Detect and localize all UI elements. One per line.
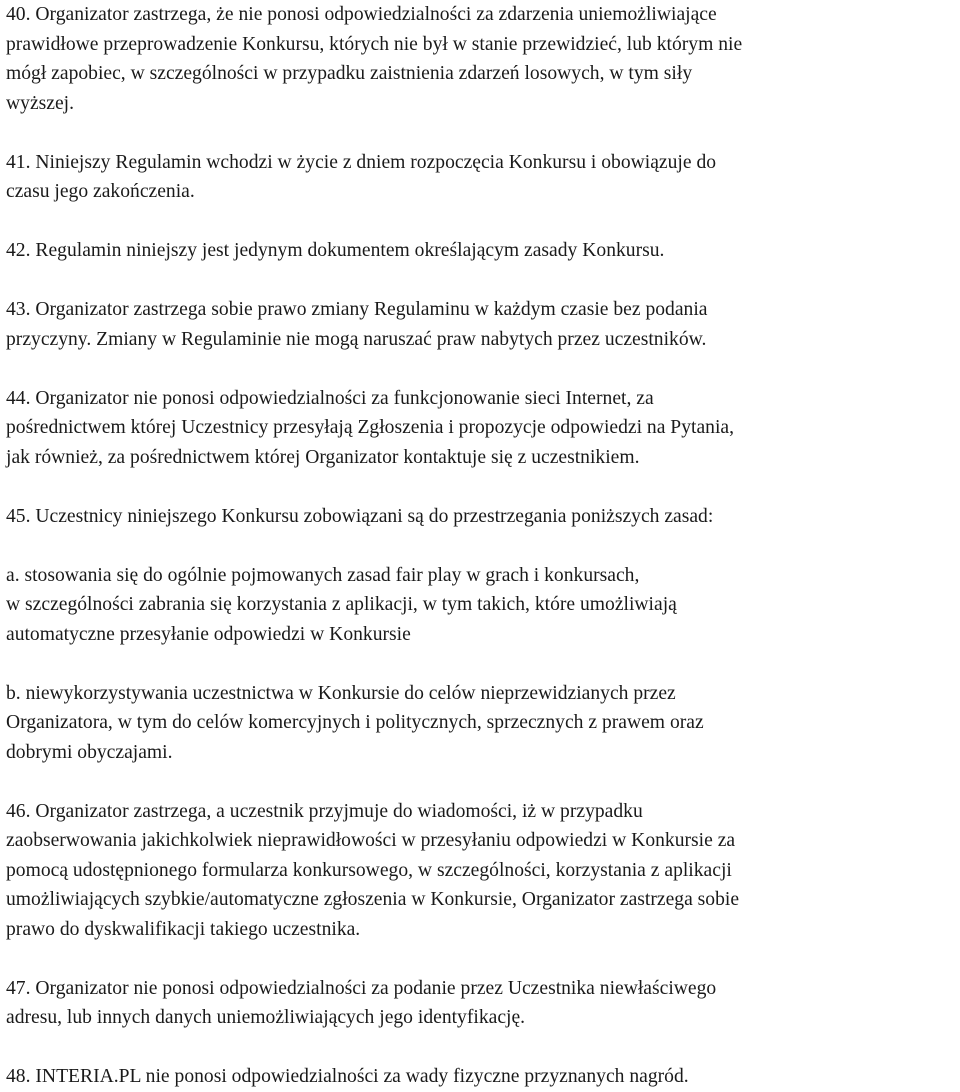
text-line: dobrymi obyczajami. xyxy=(6,741,173,763)
text-line: czasu jego zakończenia. xyxy=(6,181,195,202)
text-line: adresu, lub innych danych uniemożliwiających jego identyfikację. xyxy=(6,1007,526,1028)
paragraph-45 xyxy=(6,502,954,532)
paragraph-41 xyxy=(6,148,954,207)
text-line: zaobserwowania jakichkolwiek nieprawidłowości w przesyłaniu odpowiedzi w Konkursie za xyxy=(6,830,736,851)
text-line: 47. Organizator nie ponosi odpowiedzialności za podanie przez Uczestnika niewłaściwego xyxy=(6,977,717,999)
paragraph-44 xyxy=(6,384,954,473)
text-line: 43. Organizator zastrzega sobie prawo zmiany Regulaminu w każdym czasie bez podania xyxy=(6,299,708,320)
paragraph-48 xyxy=(6,1062,954,1092)
document-page xyxy=(6,0,954,1092)
text-line: pomocą udostępnionego formularza konkursowego, w szczególności, korzystania z aplikacji xyxy=(6,859,732,881)
text-line: 48. INTERIA.PL nie ponosi odpowiedzialności za wady fizyczne przyznanych nagród. xyxy=(6,1066,689,1087)
text-line: umożliwiających szybkie/automatyczne zgłoszenia w Konkursie, Organizator zastrzega sobie xyxy=(6,889,740,910)
paragraph-43 xyxy=(6,295,954,354)
paragraph-46 xyxy=(6,797,954,945)
text-line: Organizatora, w tym do celów komercyjnych i politycznych, sprzecznych z prawem oraz xyxy=(6,712,704,733)
text-line: w szczególności zabrania się korzystania z aplikacji, w tym takich, które umożliwiają xyxy=(6,594,677,615)
text-line: przyczyny. Zmiany w Regulaminie nie mogą naruszać praw nabytych przez uczestników. xyxy=(6,328,707,350)
text-line: wyższej. xyxy=(6,92,75,114)
text-line: 42. Regulamin niniejszy jest jedynym dokumentem określającym zasady Konkursu. xyxy=(6,240,665,261)
text-line: 46. Organizator zastrzega, a uczestnik przyjmuje do wiadomości, iż w przypadku xyxy=(6,800,643,822)
paragraph-45a xyxy=(6,561,954,650)
text-line: mógł zapobiec, w szczególności w przypadku zaistnienia zdarzeń losowych, w tym siły xyxy=(6,63,693,84)
text-line: jak również, za pośrednictwem której Organizator kontaktuje się z uczestnikiem. xyxy=(6,446,640,468)
text-line: pośrednictwem której Uczestnicy przesyłają Zgłoszenia i propozycje odpowiedzi na Pytania, xyxy=(6,417,734,438)
text-line: b. niewykorzystywania uczestnictwa w Konkursie do celów nieprzewidzianych przez xyxy=(6,682,676,704)
text-line: automatyczne przesyłanie odpowiedzi w Konkursie xyxy=(6,623,411,645)
paragraph-45b xyxy=(6,679,954,768)
text-line: 41. Niniejszy Regulamin wchodzi w życie z dniem rozpoczęcia Konkursu i obowiązuje do xyxy=(6,151,717,173)
text-line: prawidłowe przeprowadzenie Konkursu, których nie był w stanie przewidzieć, lub którym nie xyxy=(6,33,743,55)
paragraph-42 xyxy=(6,236,954,266)
text-line: a. stosowania się do ogólnie pojmowanych zasad fair play w grach i konkursach, xyxy=(6,564,640,586)
text-line: 45. Uczestnicy niniejszego Konkursu zobowiązani są do przestrzegania poniższych zasad: xyxy=(6,505,714,527)
text-line: prawo do dyskwalifikacji takiego uczestnika. xyxy=(6,918,361,940)
paragraph-47 xyxy=(6,974,954,1033)
text-line: 44. Organizator nie ponosi odpowiedzialności za funkcjonowanie sieci Internet, za xyxy=(6,387,654,409)
paragraph-40 xyxy=(6,0,954,118)
text-line: 40. Organizator zastrzega, że nie ponosi odpowiedzialności za zdarzenia uniemożliwiające xyxy=(6,4,717,25)
